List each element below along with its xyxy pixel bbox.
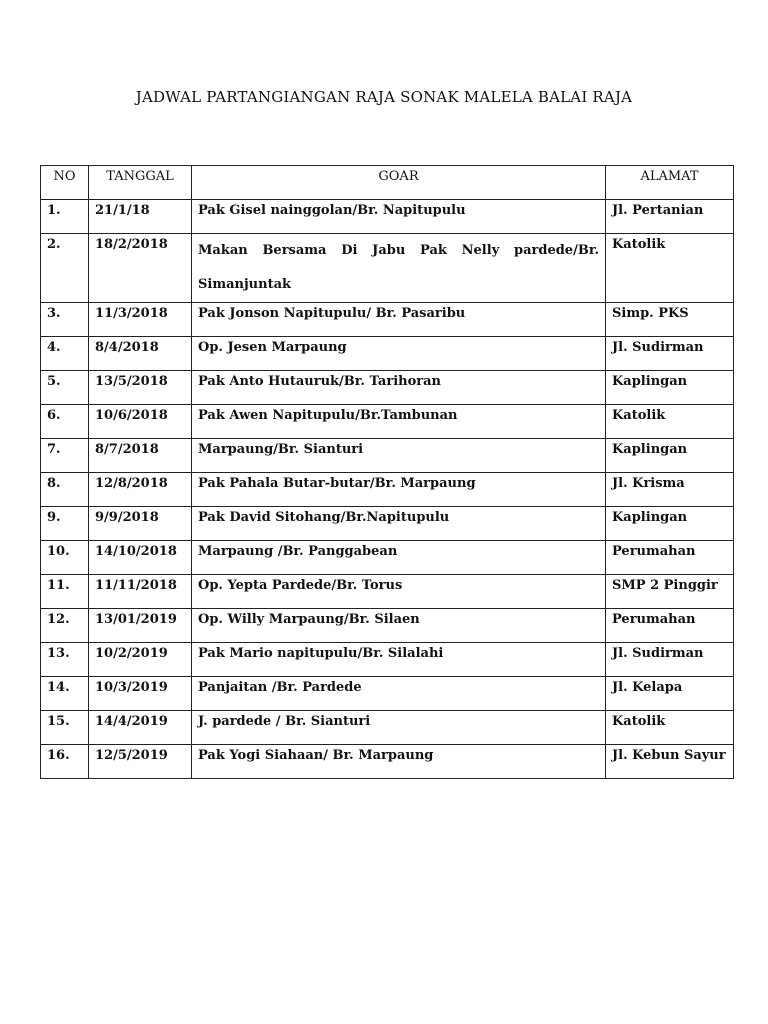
cell-tanggal: 13/01/2019 — [89, 609, 192, 643]
table-row — [41, 677, 734, 711]
table-row — [41, 541, 734, 575]
table-row — [41, 234, 734, 303]
table-row — [41, 371, 734, 405]
cell-goar: Pak Anto Hutauruk/Br. Tarihoran — [192, 371, 606, 405]
cell-tanggal: 8/7/2018 — [89, 439, 192, 473]
cell-alamat: Jl. Kebun Sayur — [606, 745, 734, 779]
cell-tanggal: 14/10/2018 — [89, 541, 192, 575]
cell-no: 16. — [41, 745, 89, 779]
cell-no: 8. — [41, 473, 89, 507]
cell-no: 2. — [41, 234, 89, 303]
cell-no: 3. — [41, 303, 89, 337]
cell-alamat: Jl. Sudirman — [606, 337, 734, 371]
table-row — [41, 575, 734, 609]
cell-goar: Pak Awen Napitupulu/Br.Tambunan — [192, 405, 606, 439]
cell-alamat: Katolik — [606, 234, 734, 303]
table-row — [41, 337, 734, 371]
cell-no: 15. — [41, 711, 89, 745]
cell-goar: Pak Pahala Butar-butar/Br. Marpaung — [192, 473, 606, 507]
header-no: NO — [41, 166, 89, 200]
schedule-table — [40, 165, 734, 779]
cell-goar: Pak David Sitohang/Br.Napitupulu — [192, 507, 606, 541]
cell-no: 12. — [41, 609, 89, 643]
cell-alamat: Perumahan — [606, 609, 734, 643]
table-row — [41, 439, 734, 473]
table-row — [41, 473, 734, 507]
cell-no: 1. — [41, 200, 89, 234]
cell-alamat: Katolik — [606, 405, 734, 439]
cell-alamat: Jl. Pertanian — [606, 200, 734, 234]
cell-goar: Makan Bersama Di Jabu Pak Nelly pardede/Br. Simanjuntak — [192, 234, 606, 303]
cell-goar: J. pardede / Br. Sianturi — [192, 711, 606, 745]
cell-goar: Panjaitan /Br. Pardede — [192, 677, 606, 711]
cell-no: 14. — [41, 677, 89, 711]
table-row — [41, 745, 734, 779]
cell-goar: Op. Willy Marpaung/Br. Silaen — [192, 609, 606, 643]
cell-goar: Marpaung/Br. Sianturi — [192, 439, 606, 473]
cell-goar: Op. Yepta Pardede/Br. Torus — [192, 575, 606, 609]
cell-alamat: Jl. Krisma — [606, 473, 734, 507]
header-goar: GOAR — [192, 166, 606, 200]
cell-no: 7. — [41, 439, 89, 473]
cell-alamat: Kaplingan — [606, 371, 734, 405]
cell-alamat: Jl. Kelapa — [606, 677, 734, 711]
cell-tanggal: 8/4/2018 — [89, 337, 192, 371]
cell-goar: Pak Yogi Siahaan/ Br. Marpaung — [192, 745, 606, 779]
cell-no: 11. — [41, 575, 89, 609]
cell-goar: Pak Gisel nainggolan/Br. Napitupulu — [192, 200, 606, 234]
table-row — [41, 711, 734, 745]
cell-tanggal: 9/9/2018 — [89, 507, 192, 541]
cell-tanggal: 12/5/2019 — [89, 745, 192, 779]
header-tanggal: TANGGAL — [89, 166, 192, 200]
cell-tanggal: 21/1/18 — [89, 200, 192, 234]
cell-no: 13. — [41, 643, 89, 677]
cell-goar: Pak Mario napitupulu/Br. Silalahi — [192, 643, 606, 677]
cell-alamat: Kaplingan — [606, 439, 734, 473]
document-title: JADWAL PARTANGIANGAN RAJA SONAK MALELA BALAI RAJA — [135, 88, 633, 106]
cell-no: 5. — [41, 371, 89, 405]
cell-goar: Op. Jesen Marpaung — [192, 337, 606, 371]
cell-goar: Pak Jonson Napitupulu/ Br. Pasaribu — [192, 303, 606, 337]
cell-tanggal: 14/4/2019 — [89, 711, 192, 745]
cell-tanggal: 12/8/2018 — [89, 473, 192, 507]
cell-no: 6. — [41, 405, 89, 439]
header-alamat: ALAMAT — [606, 166, 734, 200]
table-row — [41, 405, 734, 439]
cell-tanggal: 10/2/2019 — [89, 643, 192, 677]
table-row — [41, 643, 734, 677]
cell-alamat: Simp. PKS — [606, 303, 734, 337]
cell-tanggal: 11/11/2018 — [89, 575, 192, 609]
table-row — [41, 609, 734, 643]
cell-alamat: Perumahan — [606, 541, 734, 575]
cell-no: 4. — [41, 337, 89, 371]
cell-tanggal: 10/6/2018 — [89, 405, 192, 439]
cell-tanggal: 11/3/2018 — [89, 303, 192, 337]
cell-tanggal: 18/2/2018 — [89, 234, 192, 303]
cell-tanggal: 13/5/2018 — [89, 371, 192, 405]
cell-goar: Marpaung /Br. Panggabean — [192, 541, 606, 575]
cell-alamat: Kaplingan — [606, 507, 734, 541]
cell-no: 9. — [41, 507, 89, 541]
cell-tanggal: 10/3/2019 — [89, 677, 192, 711]
cell-alamat: Jl. Sudirman — [606, 643, 734, 677]
cell-alamat: Katolik — [606, 711, 734, 745]
cell-no: 10. — [41, 541, 89, 575]
table-header-row — [41, 166, 734, 200]
table-row — [41, 200, 734, 234]
table-row — [41, 507, 734, 541]
cell-alamat: SMP 2 Pinggir — [606, 575, 734, 609]
table-row — [41, 303, 734, 337]
